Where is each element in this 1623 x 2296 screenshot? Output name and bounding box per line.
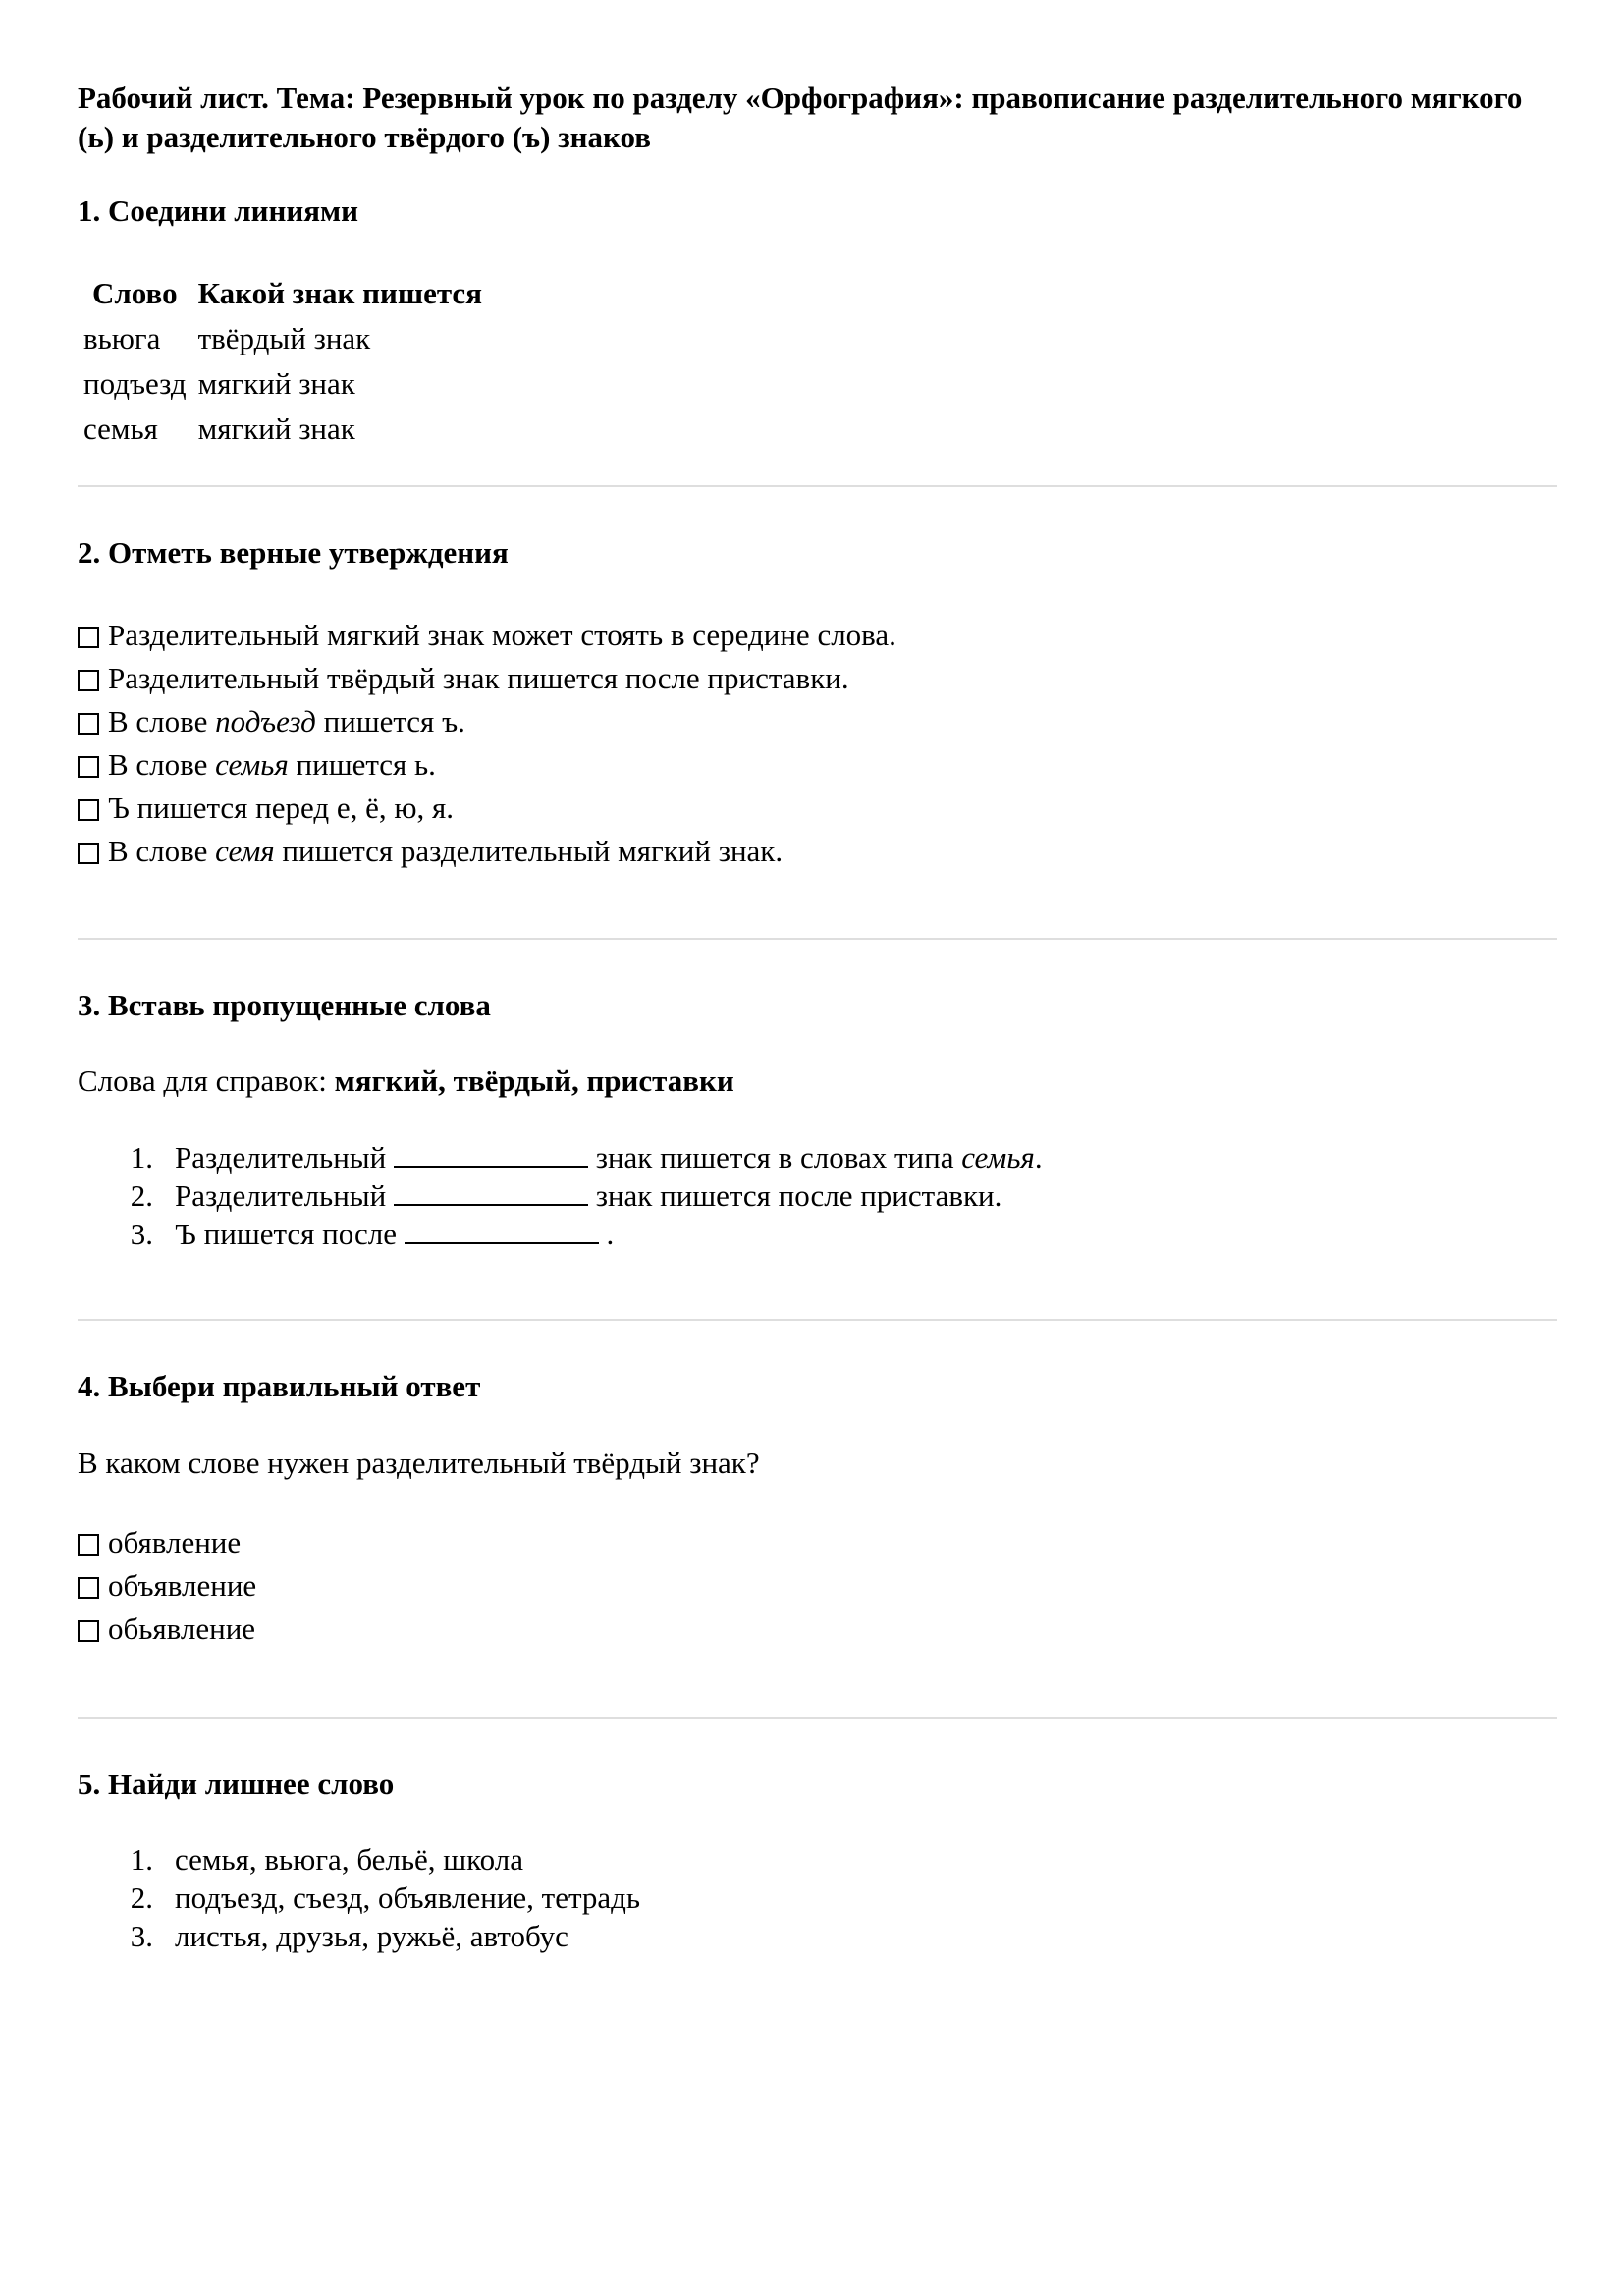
statement-text: В слове [108,747,216,782]
section-divider [78,1319,1557,1321]
option-text: объявление [108,1568,257,1603]
statement-item [78,789,454,828]
answer-option [78,1610,255,1649]
statement-text: В слове [108,834,216,868]
statement-text: В слове [108,704,216,738]
checkbox[interactable] [78,670,99,691]
fill-text: Разделительный [175,1140,394,1175]
list-item [108,1879,640,1918]
list-item [108,1840,523,1880]
hint-label: Слова для справок: [78,1064,335,1098]
column-header-word: Слово [92,276,178,310]
word-group: подъезд, съезд, объявление, тетрадь [175,1881,641,1915]
statement-text: пишется ь. [288,747,436,782]
item-number: 3. [130,1217,153,1251]
blank-field[interactable] [405,1217,599,1244]
section-divider [78,1717,1557,1719]
checkbox[interactable] [78,713,99,735]
column-header-sign: Какой знак пишется [197,276,482,310]
page-title: Рабочий лист. Тема: Резервный урок по разделу «Орфография»: правописание разделительного мягкого (ь) и разделительного твёрдого (ъ) знаков [78,81,1523,154]
hint-words: мягкий, твёрдый, приставки [334,1064,734,1098]
statement-item [78,659,849,698]
section-divider [78,938,1557,940]
section-divider [78,485,1557,487]
task4-heading: 4. Выбери правильный ответ [78,1369,481,1403]
question-text: В каком слове нужен разделительный твёрдый знак? [78,1446,760,1480]
blank-field[interactable] [394,1140,588,1168]
checkbox[interactable] [78,627,99,648]
task1-heading: 1. Соедини линиями [78,193,358,228]
matching-table [78,271,488,452]
task2-heading: 2. Отметь верные утверждения [78,535,509,570]
item-number: 2. [130,1881,153,1915]
task3-heading: 3. Вставь пропущенные слова [78,988,491,1022]
word-cell: подъезд [83,366,187,401]
sign-cell: мягкий знак [197,366,355,401]
word-group: семья, вьюга, бельё, школа [175,1842,523,1877]
checkbox[interactable] [78,1577,99,1599]
statement-text: Разделительный мягкий знак может стоять в середине слова. [108,618,896,652]
checkbox[interactable] [78,1534,99,1556]
statement-item [78,702,465,741]
checkbox[interactable] [78,843,99,864]
sign-cell: мягкий знак [197,411,355,446]
checkbox[interactable] [78,756,99,778]
fill-text: Разделительный [175,1178,394,1213]
fill-example-word: семья [961,1140,1035,1175]
word-cell: семья [83,411,158,446]
table-row [78,316,488,361]
table-row [78,361,488,407]
statement-text: Ъ пишется перед е, ё, ю, я. [108,791,455,825]
fill-text: знак пишется после приставки. [587,1178,1002,1213]
checkbox[interactable] [78,799,99,821]
fill-text: . [598,1217,615,1251]
item-number: 3. [130,1919,153,1953]
statement-text: пишется разделительный мягкий знак. [274,834,784,868]
hint-line [78,1062,734,1101]
answer-option [78,1566,256,1606]
fill-item [108,1138,1043,1177]
table-row [78,407,488,452]
fill-item [108,1176,1001,1216]
fill-text: знак пишется в словах типа [587,1140,962,1175]
word-group: листья, друзья, ружьё, автобус [175,1919,568,1953]
statement-word: семья [215,747,289,782]
statement-word: подъезд [215,704,316,738]
list-item [108,1917,568,1956]
word-cell: вьюга [83,321,161,355]
statement-text: Разделительный твёрдый знак пишется после приставки. [108,661,849,695]
option-text: обьявление [108,1612,256,1646]
statement-item [78,616,896,655]
statement-item [78,745,436,785]
fill-text: Ъ пишется после [175,1217,405,1251]
blank-field[interactable] [394,1178,588,1206]
item-number: 2. [130,1178,153,1213]
item-number: 1. [130,1842,153,1877]
statement-item [78,832,783,871]
sign-cell: твёрдый знак [197,321,371,355]
fill-item [108,1215,614,1254]
statement-word: семя [215,834,275,868]
answer-option [78,1523,241,1562]
task5-heading: 5. Найди лишнее слово [78,1767,395,1801]
item-number: 1. [130,1140,153,1175]
statement-text: пишется ъ. [315,704,465,738]
fill-text: . [1034,1140,1043,1175]
option-text: обявление [108,1525,242,1559]
checkbox[interactable] [78,1620,99,1642]
